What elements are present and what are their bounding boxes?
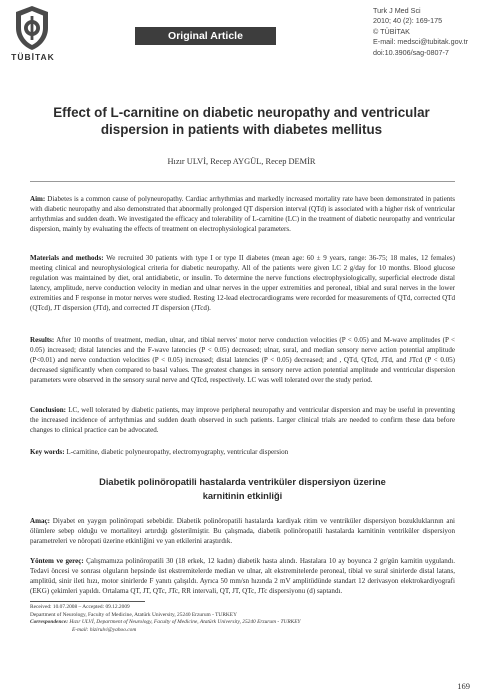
abstract-aim (30, 194, 455, 234)
journal-volume: 2010; 40 (2): 169-175 (373, 16, 443, 26)
methods-text: We recruited 30 patients with type I or type II diabetes (mean age: 60 ± 9 years, range: 36-75; 18 males, 12 females) meeting clinical and neurophysiological criteria for diabetic neuropathy. All of the patients were given LC 2 g/day for 10 months. Blood glucose regulation was maintained by diet, oral antidiabetic, or insulin. To determine the nerve functions electrophysiologically, superficial electrode distal latency, amplitude, nerve conduction velocity in median and ulnar nerves in the upper extremities and peroneal, tibial and sural nerves in the lower extremities and F response in motor nerves were studied. Resting 12-lead electrocardiograms were recorded for measurements of QTd, corrected QTd (QTcd), JT dispersion (JTd), and corrected JT dispersion (JTcd). (30, 254, 455, 313)
article-title-line-1: Effect of L-carnitine on diabetic neuropathy and ventricular (53, 105, 430, 120)
page-number: 169 (457, 681, 470, 691)
tubitak-logo-icon (12, 4, 52, 52)
tubitak-logo (12, 4, 52, 58)
journal-doi: doi:10.3906/sag-0807-7 (373, 47, 449, 57)
footnote (30, 604, 455, 634)
correspondence-label: Correspondence: (30, 619, 69, 626)
results-label: Results: (30, 336, 55, 344)
abstract-conclusion (30, 405, 455, 435)
turkish-yontem (30, 556, 455, 596)
turkish-title (30, 475, 455, 503)
conclusion-text: LC, well tolerated by diabetic patients, may improve peripheral neuropathy and ventricular dispersion and may be useful in preventing the increased incidence of arrhythmias and sudden death observed in such patients. Larger clinical trials are needed to confirm these data before changes to clinical practice can be advocated. (30, 406, 455, 435)
turkish-amac (30, 516, 455, 546)
correspondence (30, 619, 455, 627)
journal-info (373, 6, 481, 58)
department: Department of Neurology, Faculty of Medicine, Atatürk University, 25240 Erzurum - TURKEY (30, 611, 237, 618)
aim-text: Diabetes is a common cause of polyneuropathy. Cardiac arrhythmias and markedly increased mortality rate have been demonstrated in patients with diabetic neuropathy and also demonstrated that abnormally prolonged QT dispersion interval (QTd) is associated with a higher risk of ventricular arrhythmias and sudden death. We investigated the efficacy and tolerability of L-carnitine (LC) in the treatment of diabetic neuropathy and ventricular dispersion, mainly by evaluating the effects of treatment on electrophysiological parameters. (30, 195, 455, 234)
article-title-line-2: dispersion in patients with diabetes mellitus (100, 122, 383, 137)
turkish-title-line-1: Diabetik polinöropatili hastalarda ventriküler dispersiyon üzerine (99, 477, 386, 487)
abstract-keywords (30, 447, 455, 457)
amac-label: Amaç: (30, 517, 50, 525)
correspondence-email: E-mail: hizirulvi@yahoo.com (72, 626, 137, 633)
conclusion-label: Conclusion: (30, 406, 67, 414)
received-dates: Received: 10.07.2008 – Accepted: 09.12.2009 (30, 604, 130, 610)
methods-label: Materials and methods: (30, 254, 104, 262)
abstract-methods (30, 253, 455, 313)
correspondence-text: Hızır ULVİ, Department of Neurology, Faculty of Medicine, Atatürk University, 25240 Erzurum - TURKEY (69, 619, 301, 626)
turkish-title-line-2: karnitinin etkinliği (202, 491, 283, 501)
divider (30, 181, 455, 182)
journal-email: E-mail: medsci@tubitak.gov.tr (373, 37, 469, 47)
yontem-label: Yöntem ve gereç: (30, 557, 84, 565)
yontem-text: Çalışmamıza polinöropatili 30 (18 erkek, 12 kadın) diabetik hasta alındı. Hastalara 10 ay boyunca 2 gr/gün karnitin uygulandı. Tedavi öncesi ve sonrası olguların hepsinde üst ekstremitelerde median ve ulnar, alt ekstremitelerde peroneal, tibial ve sural sinirlerde distal latans, amplitüd, sinir ileti hızı, motor sinirlerde F yanıtı çalışıldı. Ayrıca 50 mm/sn hızında 2 mV amplitüdünde standart 12 derivasyon elektrokardiyografi (EKG) çekimleri yapıldı. Ortalama QT, JT, QTc, JTc, RR intervali, QT, JT, QTc, JTc dispersiyonu (d) saptandı. (30, 557, 455, 596)
logo-text: TÜBİTAK (11, 52, 55, 62)
footnote-rule (30, 601, 145, 602)
keywords-text: L-carnitine, diabetic polyneuropathy, electromyography, ventricular dispersion (66, 448, 289, 456)
aim-label: Aim: (30, 195, 46, 203)
journal-copyright: © TÜBİTAK (373, 26, 410, 36)
amac-text: Diyabet en yaygın polinöropati sebebidir. Diabetik polinöropatili hastalarda kardiyak ritim ve ventriküler dispersiyon bozukluklarının ani ölümlere sebep olduğu ve mortaliteyi artırdığı gösterilmiştir. Bu çalışmada, diabetik polinöropatili hastalarda karnitinin ventriküler dispersiyon parametreleri ve nöropati üzerine etkinliğini ve yan etkilerini araştırdık. (30, 517, 455, 546)
journal-name: Turk J Med Sci (373, 6, 421, 15)
author-list: Hızır ULVİ, Recep AYGÜL, Recep DEMİR (167, 157, 316, 166)
keywords-label: Key words: (30, 448, 65, 456)
results-text: After 10 months of treatment, median, ulnar, and tibial nerves' motor nerve conduction velocities (P < 0.05) and M-wave amplitudes (P < 0.05) increased; distal latencies and the F-wave latencies (P < 0.05) decreased; ulnar, sural, and median sensory nerve action potential amplitude (P<0.01) and nerve conduction velocities (P < 0.05) increased; distal latencies (P < 0.05) decreased; and , QTd, QTcd, JTd, and JTcd (P < 0.05) decreased significantly when compared to basal values. The greatest changes in sensory nerve action potential amplitude and ventricular dispersion parameters were observed in the sensory sural nerve and QTcd, respectively. LC was well tolerated over the study period. (30, 336, 455, 385)
abstract-results (30, 335, 455, 385)
article-type-banner: Original Article (135, 27, 276, 45)
article-title (20, 104, 463, 138)
